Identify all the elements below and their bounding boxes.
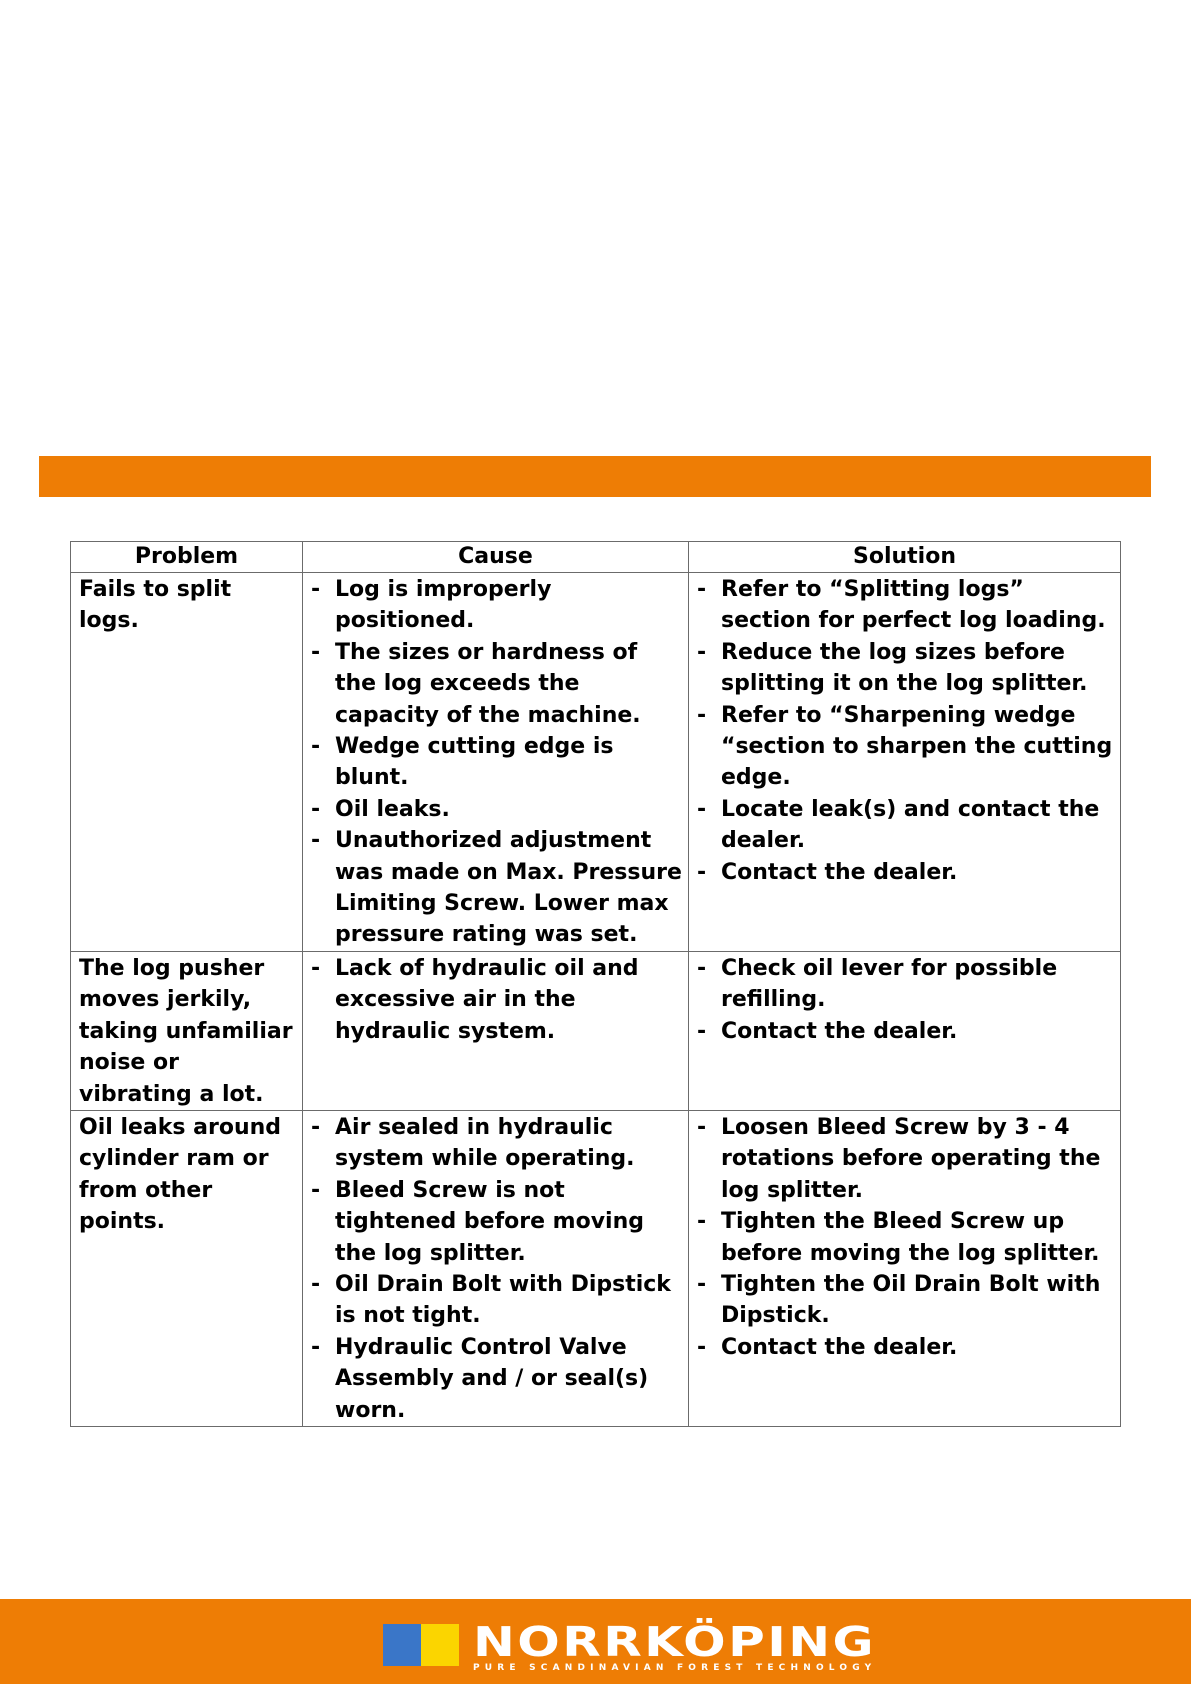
section-header-bar (39, 456, 1151, 497)
table-row (71, 573, 1121, 952)
list-marker: - (311, 828, 321, 854)
list-marker: - (311, 639, 321, 665)
solution-item: - Tighten the Bleed Screw up before moving the log splitter. (697, 1206, 1114, 1269)
cause-item: - Air sealed in hydraulic system while operating. (311, 1112, 682, 1175)
cause-item: - Unauthorized adjustment was made on Max. Pressure Limiting Screw. Lower max pressure rating was set. (311, 825, 682, 951)
solution-item: - Contact the dealer. (697, 857, 1114, 888)
list-marker: - (697, 702, 707, 728)
list-marker: - (697, 859, 707, 885)
solution-item: - Tighten the Oil Drain Bolt with Dipstick. (697, 1269, 1114, 1332)
header-problem: Problem (71, 542, 303, 573)
list-marker: - (697, 1114, 707, 1140)
brand-logo (383, 1618, 877, 1673)
flag-icon (383, 1624, 459, 1666)
solution-item: - Contact the dealer. (697, 1016, 1114, 1047)
list-marker: - (311, 577, 321, 602)
cause-item: - Hydraulic Control Valve Assembly and / or seal(s) worn. (311, 1332, 682, 1426)
solution-cell (689, 951, 1121, 1110)
cause-item: - Lack of hydraulic oil and excessive air in the hydraulic system. (311, 953, 682, 1047)
cause-item: - Bleed Screw is not tightened before moving the log splitter. (311, 1175, 682, 1269)
solution-item: - Refer to “Splitting logs” section for perfect log loading. (697, 574, 1114, 637)
list-marker: - (311, 796, 321, 822)
solution-item: - Locate leak(s) and contact the dealer. (697, 794, 1114, 857)
solution-cell (689, 1110, 1121, 1426)
list-marker: - (311, 955, 321, 981)
cause-cell (303, 573, 689, 952)
list-marker: - (311, 1114, 321, 1140)
list-marker: - (697, 796, 707, 822)
cause-item: - Oil leaks. (311, 794, 682, 825)
list-marker: - (697, 1018, 707, 1044)
problem-cell: The log pusher moves jerkily, taking unfamiliar noise or vibrating a lot. (71, 951, 303, 1110)
troubleshooting-table (70, 541, 1121, 1427)
cause-item: - Wedge cutting edge is blunt. (311, 731, 682, 794)
cause-cell (303, 951, 689, 1110)
cause-cell (303, 1110, 689, 1426)
brand-name: NORRKÖPING (473, 1618, 877, 1666)
list-marker: - (311, 1271, 321, 1297)
solution-item: - Refer to “Sharpening wedge “section to sharpen the cutting edge. (697, 700, 1114, 794)
cause-item: - Log is improperly positioned. (311, 574, 682, 637)
table-header-row (71, 542, 1121, 573)
solution-item: - Contact the dealer. (697, 1332, 1114, 1363)
table-row (71, 951, 1121, 1110)
solution-item: - Check oil lever for possible refilling. (697, 953, 1114, 1016)
list-marker: - (311, 1177, 321, 1203)
list-marker: - (697, 639, 707, 665)
cause-item: - The sizes or hardness of the log exceeds the capacity of the machine. (311, 637, 682, 731)
problem-cell: Oil leaks around cylinder ram or from other points. (71, 1110, 303, 1426)
header-cause: Cause (303, 542, 689, 573)
table-row (71, 1110, 1121, 1426)
solution-cell (689, 573, 1121, 952)
cause-item: - Oil Drain Bolt with Dipstick is not tight. (311, 1269, 682, 1332)
list-marker: - (311, 734, 321, 760)
list-marker: - (697, 1209, 707, 1235)
brand-tagline: PURE SCANDINAVIAN FOREST TECHNOLOGY (473, 1663, 877, 1673)
list-marker: - (311, 1334, 321, 1360)
list-marker: - (697, 1334, 707, 1360)
solution-item: - Reduce the log sizes before splitting it on the log splitter. (697, 637, 1114, 700)
problem-cell: Fails to split logs. (71, 573, 303, 952)
list-marker: - (697, 955, 707, 981)
list-marker: - (697, 577, 707, 602)
list-marker: - (697, 1271, 707, 1297)
solution-item: - Loosen Bleed Screw by 3 - 4 rotations before operating the log splitter. (697, 1112, 1114, 1206)
header-solution: Solution (689, 542, 1121, 573)
